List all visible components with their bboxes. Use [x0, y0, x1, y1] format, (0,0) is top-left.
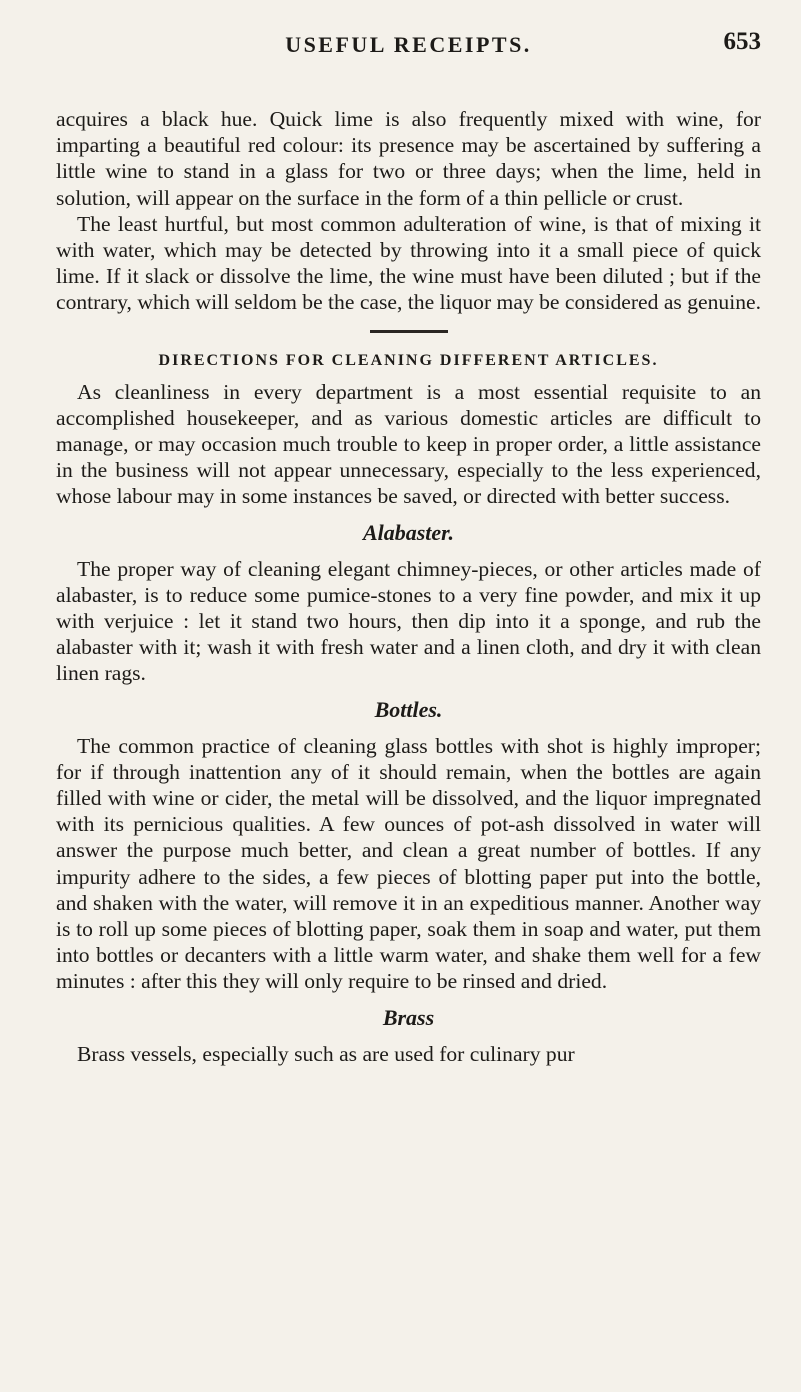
subheading-alabaster: Alabaster.: [362, 519, 455, 545]
page-number: 653: [723, 28, 761, 55]
alabaster-paragraph: The proper way of cleaning elegant chimney-pieces, or other articles made of alabaster, is to reduce some pumice-stones to a very fine powder, and mix it up with verjuice : let it stand two hours, then dip into it a sponge, and rub the alabaster with it; wash it with fresh water and a linen cloth, and dry it with clean linen rags.: [56, 556, 761, 686]
subheading-brass: Brass: [382, 1004, 435, 1030]
running-title: USEFUL RECEIPTS.: [285, 32, 532, 57]
wine-continuation-paragraph: acquires a black hue. Quick lime is also frequently mixed with wine, for imparting a beautiful red colour: its presence may be ascertained by suffering a little wine to stand in a glass for two or three days; when the lime, held in solution, will appear on the surface in the form of a thin pellicle or crust.: [56, 107, 761, 210]
intro-paragraph: As cleanliness in every department is a most essential requisite to an accomplished housekeeper, and as various domestic articles are difficult to manage, or may occasion much trouble to keep in proper order, a little assistance in the business will not appear unnecessary, especially to the less experienced, whose labour may in some instances be saved, or directed with better success.: [56, 379, 761, 509]
section-heading: DIRECTIONS FOR CLEANING DIFFERENT ARTICLES.: [158, 351, 659, 369]
brass-paragraph: Brass vessels, especially such as are used for culinary pur: [77, 1041, 575, 1066]
subheading-bottles: Bottles.: [374, 696, 443, 722]
wine-adulteration-paragraph: The least hurtful, but most common adulteration of wine, is that of mixing it with water, which may be detected by throwing into it a small piece of quick lime. If it slack or dissolve the lime, the wine must have been diluted ; but if the contrary, which will seldom be the case, the liquor may be considered as genuine.: [56, 211, 761, 315]
bottles-paragraph: The common practice of cleaning glass bottles with shot is highly improper; for if through inattention any of it should remain, when the bottles are again filled with wine or cider, the metal will be dissolved, and the liquor impregnated with its pernicious qualities. A few ounces of pot-ash dissolved in water will answer the purpose much better, and clean a great number of bottles. If any impurity adhere to the sides, a few pieces of blotting paper put into the bottle, and shaken with the water, will remove it in an expeditious manner. Another way is to roll up some pieces of blotting paper, soak them in soap and water, put them into bottles or decanters with a little warm water, and shake them well for a few minutes : after this they will only require to be rinsed and dried.: [56, 733, 761, 994]
section-divider: [370, 330, 448, 333]
running-header: [56, 22, 761, 62]
